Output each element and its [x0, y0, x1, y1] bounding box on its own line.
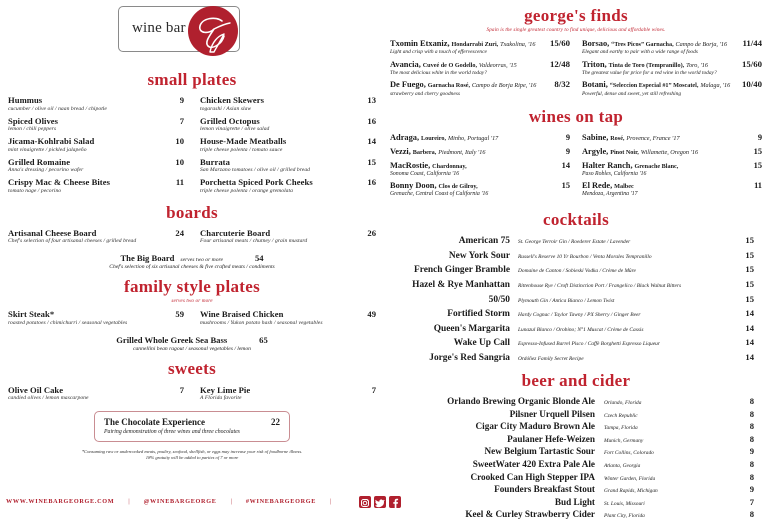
- section-heading-cocktails: cocktails: [543, 210, 609, 230]
- cocktail-price: 15: [745, 249, 754, 260]
- wine-producer: Avancia,: [390, 59, 421, 69]
- cocktail-price: 14: [745, 308, 754, 319]
- right-column: [384, 0, 768, 519]
- tap-wine-price: 14: [561, 161, 570, 171]
- menu-item: [200, 95, 376, 112]
- beer-price: 7: [749, 496, 754, 507]
- cocktail-desc: Hardy Cognac / Taylor Tawny / PX Sherry / Ginger Beer: [518, 312, 641, 319]
- menu-item-price: 13: [367, 95, 376, 105]
- footer-hashtag[interactable]: #WINEBARGEORGE: [245, 498, 317, 505]
- menu-item-desc: candied olives / lemon mascarpone: [8, 395, 89, 401]
- tap-wine-item: [582, 181, 762, 197]
- tap-wine-region: Willamette, Oregon '16: [640, 149, 699, 157]
- menu-item-price: 14: [367, 136, 376, 146]
- menu-item-name: Porchetta Spiced Pork Cheeks: [200, 177, 313, 187]
- section-heading-small-plates: small plates: [147, 70, 237, 89]
- menu-item-name: Crispy Mac & Cheese Bites: [8, 177, 110, 187]
- menu-item: [200, 136, 376, 153]
- wine-grape: “Seleccion Especial #1” Moscatel,: [609, 82, 699, 90]
- cocktail-price: 15: [745, 235, 754, 246]
- tap-wine-price: 15: [753, 161, 762, 171]
- wine-price: 10/40: [741, 79, 762, 90]
- tap-wine-appellation: Sonoma Coast, California '16: [390, 171, 460, 178]
- wine-region: Txakolina, '16: [500, 41, 536, 48]
- wine-grape: Garnacha Rosé,: [427, 82, 471, 90]
- beer-name: SweetWater 420 Extra Pale Ale: [472, 458, 595, 469]
- menu-item: [200, 228, 376, 245]
- wine-region: Campo de Borja, '16: [675, 41, 728, 48]
- cocktail-item: [390, 308, 754, 319]
- tap-wine-price: 15: [753, 147, 762, 157]
- tap-wine-item: [390, 133, 570, 143]
- wine-item: [582, 59, 762, 76]
- tap-wine-appellation: Paso Robles, California '16: [582, 171, 647, 178]
- menu-item-name: House-Made Meatballs: [200, 136, 287, 146]
- disclaimer: [0, 449, 384, 463]
- chocolate-experience-box: [94, 411, 290, 442]
- tap-wine-price: 11: [754, 181, 762, 191]
- wine-item: [390, 79, 570, 96]
- menu-item-name: Hummus: [8, 95, 43, 105]
- tap-wine-price: 15: [561, 181, 570, 191]
- beer-origin: Winter Garden, Florida: [604, 475, 656, 482]
- footer-separator-2: |: [230, 498, 232, 505]
- beer-item: [390, 459, 754, 469]
- beer-name: Crooked Can High Stepper IPA: [470, 471, 595, 482]
- menu-item-name: Chicken Skewers: [200, 95, 265, 105]
- cocktail-item: [390, 279, 754, 290]
- beer-price: 9: [749, 484, 754, 495]
- wine-price: 11/44: [742, 38, 762, 48]
- menu-item-name: Skirt Steak*: [8, 309, 55, 319]
- wine-producer: De Fuego,: [390, 80, 426, 90]
- big-board-price: 54: [254, 253, 264, 263]
- menu-item-desc: Four artisanal meats / chutney / grain mustard: [200, 238, 308, 244]
- social-links: [359, 496, 401, 508]
- disclaimer-line-1: *Consuming raw or undercooked meats, poultry, seafood, shellfish, or eggs may increase your risk of foodborne illness.: [81, 448, 303, 454]
- beer-item: [390, 421, 754, 431]
- menu-item: [8, 309, 184, 326]
- tap-wine-grape: Malbec: [614, 183, 634, 191]
- cocktail-item: [390, 264, 754, 275]
- menu-item-desc: tomato nage / pecorino: [8, 187, 62, 194]
- menu-item: [200, 385, 376, 402]
- tap-wine-producer: Halter Ranch,: [582, 161, 633, 171]
- georges-finds-subheading: Spain is the single greatest country to find unique, delicious and affordable wines.: [486, 27, 666, 33]
- instagram-icon[interactable]: [359, 496, 371, 508]
- menu-item-desc: Anna's dressing / pecorino wafer: [8, 167, 84, 173]
- cocktail-name: Fortified Storm: [447, 309, 510, 320]
- tap-wine-grape: Loureiro,: [421, 135, 447, 143]
- tap-wine-producer: MacRostie,: [390, 161, 431, 171]
- menu-item-desc: togarashi / Asian slaw: [200, 105, 252, 112]
- cocktail-price: 14: [745, 351, 754, 362]
- beer-price: 8: [749, 509, 754, 519]
- footer-handle[interactable]: @WINEBARGEORGE: [143, 498, 217, 505]
- sea-bass-item: [0, 335, 384, 352]
- beer-name: Bud Light: [554, 496, 595, 507]
- beer-name: Paulaner Hefe-Weizen: [507, 433, 595, 444]
- tap-wine-producer: Adraga,: [390, 133, 420, 143]
- chocolate-experience-name: The Chocolate Experience: [104, 417, 205, 427]
- chocolate-experience-desc: Pairing demonstration of three wines and three chocolates: [104, 428, 240, 435]
- beer-price: 8: [749, 433, 754, 444]
- wine-desc: The greatest value for price for a red wine in the world today?: [582, 69, 717, 76]
- brand-logo: [0, 0, 384, 66]
- menu-item-name: Key Lime Pie: [200, 384, 251, 395]
- menu-item-desc: lemon vinaigrette / olive salad: [200, 126, 270, 132]
- cocktails-list: [384, 235, 768, 363]
- logo-wordmark: wine bar: [132, 20, 186, 36]
- menu-item-desc: San Marzano tomatoes / olive oil / grilled bread: [200, 167, 311, 173]
- menu-item-desc: A Florida favorite: [200, 395, 242, 401]
- tap-wine-region: Piedmont, Italy '16: [438, 149, 486, 157]
- beer-item: [390, 509, 754, 519]
- menu-item-price: 26: [367, 227, 376, 238]
- menu-item: [8, 157, 184, 174]
- cocktail-item: [390, 235, 754, 246]
- menu-item-name: Grilled Romaine: [8, 156, 71, 167]
- wine-price: 12/48: [549, 58, 570, 69]
- beer-price: 8: [749, 421, 754, 432]
- beer-origin: Grand Rapids, Michigan: [604, 488, 658, 495]
- family-style-subheading: serves two or more: [171, 298, 213, 304]
- cocktail-desc: Lunazul Blanco / Orobino; N°1 Muscat / Crème de Cassis: [518, 326, 644, 333]
- menu-item-price: 11: [175, 177, 184, 187]
- menu-item-price: 16: [367, 115, 376, 126]
- tap-wine-appellation: Mendoza, Argentina '17: [582, 191, 638, 198]
- beer-origin: St. Louis, Missouri: [604, 500, 645, 507]
- cocktail-price: 14: [745, 322, 754, 333]
- cocktail-desc: St. George Terroir Gin / Roederer Estate / Lavender: [518, 239, 631, 246]
- menu-item-price: 24: [175, 227, 184, 238]
- cocktail-item: [390, 250, 754, 261]
- menu-item-name: Charcuterie Board: [200, 227, 271, 238]
- beer-origin: Fort Collins, Colorado: [604, 450, 654, 457]
- cocktail-desc: Rittenhouse Rye / Croft Distinction Port / Frangelico / Black Walnut Bitters: [518, 283, 682, 289]
- section-heading-beer-and-cider: beer and cider: [521, 370, 631, 390]
- menu-item: [8, 177, 184, 194]
- beer-name: New Belgium Tartastic Sour: [484, 446, 595, 457]
- menu-item: [200, 116, 376, 133]
- cocktail-price: 15: [745, 293, 754, 304]
- cocktail-price: 15: [745, 279, 754, 289]
- cocktail-item: [390, 352, 754, 363]
- wine-desc: The most delicious white in the world today?: [390, 69, 487, 76]
- cocktail-name: American 75: [458, 236, 510, 247]
- tap-wine-appellation: Grenache, Central Coast of California '16: [390, 191, 489, 198]
- facebook-icon[interactable]: [389, 496, 401, 508]
- georges-finds-list: [384, 38, 768, 100]
- big-board-serves: serves two or more: [180, 257, 223, 263]
- wine-producer: Txomin Etxaniz,: [390, 39, 450, 48]
- menu-item-desc: mint vinaigrette / pickled jalapeño: [8, 146, 87, 153]
- beer-price: 8: [749, 471, 754, 482]
- menu-item: [200, 177, 376, 194]
- sea-bass-price: 65: [259, 334, 268, 345]
- big-board-name: The Big Board: [120, 253, 175, 263]
- cocktail-desc: Plymouth Gin / Antica Bianco / Lemon Twist: [518, 297, 615, 304]
- wine-grape: Cuveé de O Godello,: [422, 61, 478, 69]
- wine-grape: Tinta de Toro (Tempranillo),: [608, 61, 685, 69]
- sweets-list: [0, 385, 384, 406]
- menu-item-price: 59: [175, 309, 184, 319]
- tap-wine-price: 9: [757, 133, 762, 143]
- menu-item-name: Artisanal Cheese Board: [8, 227, 97, 238]
- tap-wine-producer: Vezzi,: [390, 147, 411, 157]
- tap-wine-grape: Barbera,: [412, 149, 437, 157]
- menu-item: [200, 157, 376, 174]
- beer-price: 8: [749, 458, 754, 469]
- cocktail-name: 50/50: [488, 294, 510, 305]
- cocktail-item: [390, 323, 754, 334]
- wine-region: Toro, '16: [686, 61, 708, 69]
- tap-wine-producer: Bonny Doon,: [390, 181, 437, 191]
- wine-price: 15/60: [549, 38, 570, 48]
- menu-item-desc: Chef's selection of four artisanal cheeses / grilled bread: [8, 238, 137, 244]
- menu-item-name: Olive Oil Cake: [8, 384, 64, 395]
- menu-item-name: Jicama-Kohlrabi Salad: [8, 136, 95, 146]
- cocktail-desc: Ordóñez Family Secret Recipe: [518, 355, 584, 362]
- menu-item-name: Burrata: [200, 156, 230, 167]
- section-heading-family-style: family style plates: [123, 277, 260, 296]
- sea-bass-desc: cannellini bean ragout / seasonal vegetables / lemon: [133, 345, 251, 352]
- beer-name: Keel & Curley Strawberry Cider: [465, 509, 595, 519]
- wine-desc: strawberry and cherry goodness: [390, 90, 460, 97]
- tap-wine-item: [390, 161, 570, 177]
- tap-wine-item: [390, 147, 570, 157]
- chocolate-experience-price: 22: [271, 417, 280, 427]
- footer-separator-1: |: [128, 498, 130, 505]
- section-heading-wines-on-tap: wines on tap: [528, 107, 624, 127]
- wine-item: [390, 38, 570, 55]
- menu-item-price: 49: [367, 309, 376, 319]
- beer-origin: Tampa, Florida: [604, 425, 638, 432]
- cocktail-desc: Espresso-Infused Barrel Pisco / Caffè Borghetti Espresso Liqueur: [518, 341, 660, 348]
- menu-item: [8, 228, 184, 245]
- twitter-icon[interactable]: [374, 496, 386, 508]
- wine-price: 8/32: [554, 79, 570, 90]
- menu-item-desc: lemon / chili peppers: [8, 126, 57, 132]
- menu-item-desc: roasted potatoes / chimichurri / seasonal vegetables: [8, 319, 128, 326]
- tap-wine-producer: Sabine,: [582, 133, 609, 143]
- wine-item: [582, 38, 762, 55]
- menu-item-price: 15: [367, 156, 376, 167]
- beer-price: 8: [749, 408, 754, 419]
- beer-name: Pilsner Urquell Pilsen: [509, 408, 595, 419]
- disclaimer-line-2: 18% gratuity will be added to parties of 7 or more: [145, 455, 239, 461]
- cocktail-item: [390, 337, 754, 348]
- beer-origin: Czech Republic: [604, 412, 638, 419]
- section-heading-sweets: sweets: [167, 358, 217, 378]
- beer-item: [390, 434, 754, 444]
- menu-item-name: Wine Braised Chicken: [200, 309, 284, 319]
- tap-wine-region: Minho, Portugal '17: [447, 135, 499, 143]
- tap-wine-grape: Grenache Blanc,: [634, 163, 679, 171]
- george-script-icon: [190, 12, 238, 54]
- boards-list: [0, 228, 384, 249]
- beer-item: [390, 472, 754, 482]
- menu-item: [8, 385, 184, 402]
- footer-website[interactable]: WWW.WINEBARGEORGE.COM: [6, 498, 115, 505]
- wine-item: [390, 59, 570, 76]
- cocktail-desc: Russell's Reserve 10 Yr Bourbon / Venta Morales Tempranillo: [518, 253, 652, 260]
- left-column: [0, 0, 384, 510]
- menu-item-price: 10: [175, 136, 184, 146]
- menu-item: [8, 136, 184, 153]
- footer-bar: [0, 493, 768, 510]
- wine-item: [582, 79, 762, 96]
- tap-wine-grape: Clos de Gilroy,: [438, 183, 478, 191]
- wine-region: Malaga, '16: [700, 82, 731, 90]
- menu-item-desc: triple cheese polenta / orange gremolata: [200, 187, 293, 194]
- wine-price: 15/60: [741, 58, 762, 69]
- sea-bass-name: Grilled Whole Greek Sea Bass: [116, 334, 228, 345]
- cocktail-desc: Domaine de Canton / Sobieski Vodka / Crème de Mûre: [518, 268, 636, 275]
- wine-desc: Light and crisp with a touch of effervescence: [390, 49, 487, 56]
- wine-desc: Elegant and earthy to pair with a wide range of foods: [582, 49, 698, 56]
- big-board-item: [0, 253, 384, 270]
- tap-wine-item: [582, 161, 762, 177]
- cocktail-name: Queen's Margarita: [433, 323, 510, 334]
- menu-item-price: 9: [179, 95, 184, 105]
- menu-item-name: Grilled Octopus: [200, 115, 260, 126]
- beer-origin: Munich, Germany: [604, 437, 644, 444]
- menu-item-desc: mushrooms / Yukon potato hash / seasonal vegetables: [200, 319, 323, 326]
- tap-wine-item: [582, 147, 762, 157]
- beer-origin: Plant City, Florida: [604, 513, 645, 519]
- wine-producer: Botani,: [582, 80, 608, 90]
- cocktail-price: 15: [745, 264, 754, 275]
- footer-separator-3: |: [330, 498, 332, 505]
- wine-grape: Hondarrabi Zuri,: [451, 41, 499, 48]
- tap-wine-producer: Argyle,: [582, 147, 609, 157]
- tap-wine-item: [582, 133, 762, 143]
- beer-item: [390, 446, 754, 456]
- tap-wine-item: [390, 181, 570, 197]
- beer-origin: Orlando, Florida: [604, 399, 642, 406]
- menu-item-price: 10: [175, 156, 184, 167]
- menu-item: [8, 95, 184, 112]
- wine-region: Valdeorras, '15: [478, 61, 517, 69]
- section-heading-boards: boards: [166, 202, 218, 222]
- small-plates-list: [0, 95, 384, 198]
- beer-name: Cigar City Maduro Brown Ale: [475, 421, 595, 432]
- cocktail-name: Hazel & Rye Manhattan: [412, 280, 510, 290]
- menu-item-price: 16: [367, 177, 376, 187]
- menu-item-price: 7: [179, 384, 184, 395]
- cocktail-name: Jorge's Red Sangria: [429, 352, 510, 363]
- menu-item-desc: cucumber / olive oil / naan bread / chipotle: [8, 105, 107, 112]
- tap-wine-grape: Rosé,: [610, 135, 625, 143]
- big-board-desc: Chef's selection of six artisanal cheeses & five crafted meats / condiments: [109, 264, 275, 270]
- menu-item: [200, 309, 376, 326]
- tap-wine-price: 9: [565, 133, 570, 143]
- wine-region: Campo de Borja Ripe, '16: [471, 82, 537, 90]
- cocktail-name: Wake Up Call: [453, 338, 510, 349]
- section-heading-georges-finds: george's finds: [524, 6, 628, 25]
- cocktail-item: [390, 294, 754, 305]
- wine-producer: Borsao,: [582, 39, 610, 48]
- cocktail-price: 14: [745, 337, 754, 348]
- family-style-list: [0, 309, 384, 330]
- wines-on-tap-list: [384, 133, 768, 201]
- beer-origin: Atlanta, Georgia: [604, 462, 641, 469]
- wine-grape: “Tres Picos” Garnacha,: [611, 41, 674, 48]
- tap-wine-producer: El Rede,: [582, 181, 613, 191]
- wine-desc: Powerful, dense and sweet, yet still refreshing: [582, 90, 682, 97]
- tap-wine-grape: Pinot Noir,: [610, 149, 639, 157]
- tap-wine-price: 9: [565, 147, 570, 157]
- menu-item-name: Spiced Olives: [8, 115, 59, 126]
- beer-name: Orlando Brewing Organic Blonde Ale: [447, 395, 595, 406]
- menu-item-price: 7: [179, 115, 184, 126]
- beer-price: 9: [749, 446, 754, 457]
- cocktail-name: New York Sour: [448, 250, 510, 261]
- menu-item-price: 7: [371, 384, 376, 395]
- tap-wine-region: Provence, France '17: [626, 135, 680, 143]
- beer-item: [390, 409, 754, 419]
- beer-price: 8: [749, 395, 754, 406]
- beer-item: [390, 396, 754, 406]
- menu-item: [8, 116, 184, 133]
- menu-item-desc: triple cheese polenta / tomato sauce: [200, 146, 283, 153]
- beer-name: Founders Breakfast Stout: [494, 484, 595, 495]
- tap-wine-grape: Chardonnay,: [432, 163, 467, 171]
- cocktail-name: French Ginger Bramble: [414, 265, 510, 276]
- wine-producer: Triton,: [582, 59, 607, 69]
